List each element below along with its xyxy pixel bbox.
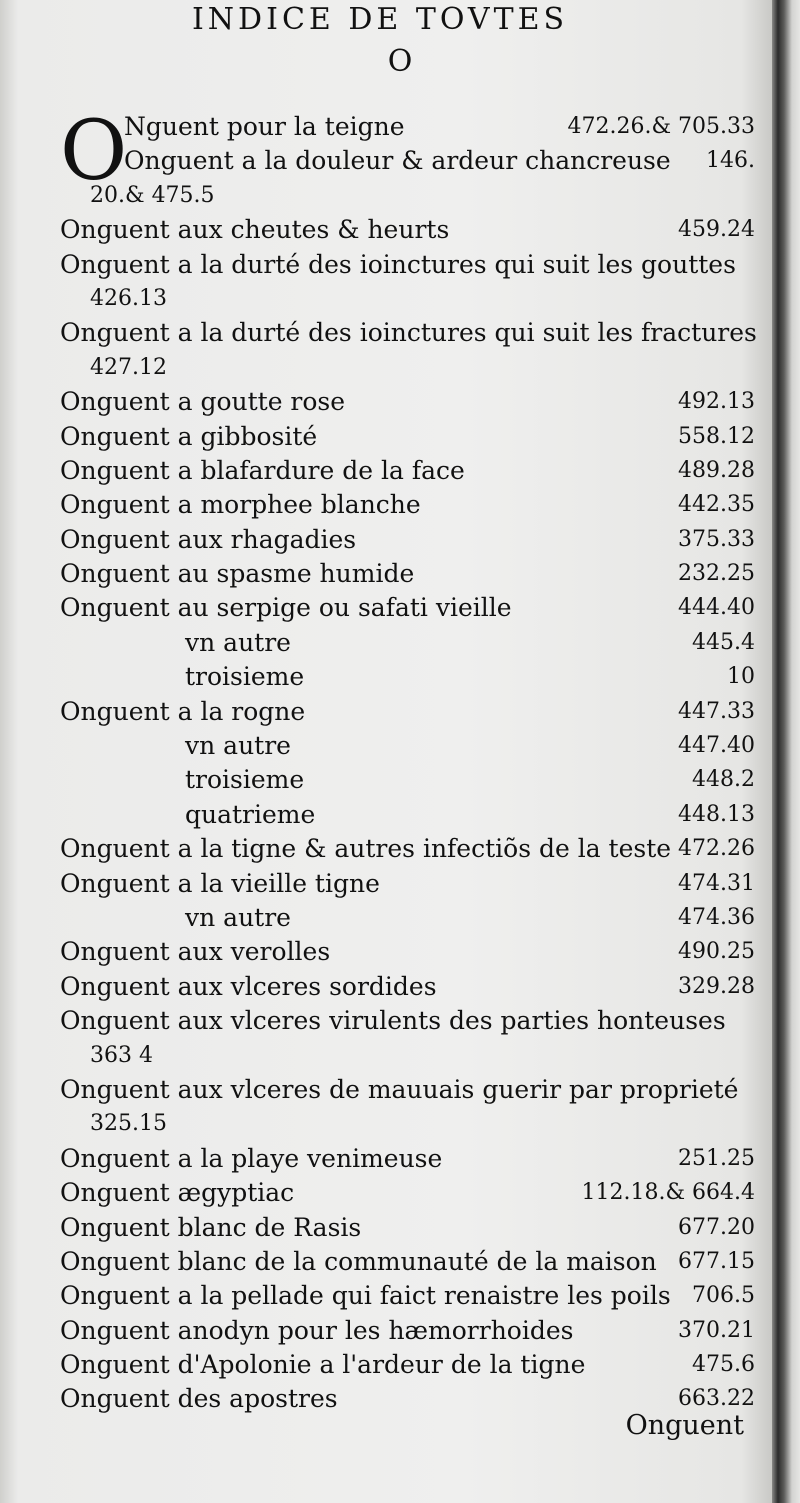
book-gutter-edge bbox=[772, 0, 800, 1503]
index-entry bbox=[60, 1211, 755, 1245]
entry-page-ref: 677.15 bbox=[678, 1248, 755, 1274]
entry-page-ref: 232.25 bbox=[678, 561, 755, 587]
index-entry bbox=[60, 144, 755, 178]
entry-text: Onguent a la durté des ioinctures qui suit les fractures bbox=[60, 318, 757, 348]
index-entry bbox=[60, 1073, 755, 1107]
entry-text: Onguent a la pellade qui faict renaistre les poils bbox=[60, 1281, 671, 1311]
index-entry bbox=[60, 213, 755, 247]
entry-page-ref: 447.40 bbox=[678, 733, 755, 759]
entry-text: vn autre bbox=[185, 627, 291, 657]
index-entry bbox=[60, 248, 755, 282]
index-entry bbox=[60, 316, 755, 350]
entry-text: Onguent a la playe venimeuse bbox=[60, 1143, 443, 1173]
entry-page-ref: 558.12 bbox=[678, 423, 755, 449]
entry-text: 20.& 475.5 bbox=[90, 182, 215, 208]
entry-text: Onguent aux vlceres sordides bbox=[60, 971, 437, 1001]
entry-text: Onguent des apostres bbox=[60, 1384, 338, 1414]
entry-text: troisieme bbox=[185, 765, 305, 795]
entry-text: 427.12 bbox=[90, 354, 167, 380]
entry-page-ref: 445.4 bbox=[692, 629, 755, 655]
entry-text: Onguent aux verolles bbox=[60, 937, 331, 967]
entry-page-ref: 706.5 bbox=[692, 1283, 755, 1309]
entry-text: vn autre bbox=[185, 902, 291, 932]
entry-text: Onguent aux rhagadies bbox=[60, 524, 357, 554]
entry-text: Onguent blanc de la communauté de la maison bbox=[60, 1246, 657, 1276]
entry-page-ref: 442.35 bbox=[678, 492, 755, 518]
entry-page-ref: 472.26 bbox=[678, 836, 755, 862]
index-entry-continuation bbox=[60, 1039, 755, 1073]
index-entry bbox=[60, 1142, 755, 1176]
index-entry-continuation bbox=[60, 351, 755, 385]
entry-page-ref: 112.18.& 664.4 bbox=[581, 1180, 755, 1206]
entry-text: Onguent au spasme humide bbox=[60, 559, 415, 589]
entry-page-ref: 444.40 bbox=[678, 595, 755, 621]
entry-page-ref: 10 bbox=[727, 664, 755, 690]
drop-cap: O bbox=[60, 104, 128, 199]
entry-text: Onguent a la vieille tigne bbox=[60, 868, 380, 898]
entry-text: Onguent a la durté des ioinctures qui suit les gouttes bbox=[60, 249, 736, 279]
entry-text: 325.15 bbox=[90, 1111, 167, 1137]
entry-text: Onguent a la rogne bbox=[60, 696, 306, 726]
index-entry bbox=[60, 832, 755, 866]
entry-page-ref: 370.21 bbox=[678, 1317, 755, 1343]
entry-text: Onguent blanc de Rasis bbox=[60, 1212, 362, 1242]
entry-page-ref: 492.13 bbox=[678, 389, 755, 415]
entry-page-ref: 663.22 bbox=[678, 1386, 755, 1412]
entry-page-ref: 329.28 bbox=[678, 973, 755, 999]
entry-text: quatrieme bbox=[185, 799, 316, 829]
entry-text: Onguent aux vlceres de mauuais guerir par proprieté bbox=[60, 1074, 739, 1104]
index-entry bbox=[60, 557, 755, 591]
entry-page-ref: 146. bbox=[706, 148, 755, 174]
entry-text: Onguent a goutte rose bbox=[60, 387, 346, 417]
index-entry bbox=[60, 1279, 755, 1313]
entry-text: Onguent a la douleur & ardeur chancreuse bbox=[124, 146, 671, 176]
catchword: Onguent bbox=[625, 1410, 744, 1441]
index-entry bbox=[60, 488, 755, 522]
index-entry bbox=[60, 1004, 755, 1038]
index-entry bbox=[60, 591, 755, 625]
index-entry bbox=[60, 110, 755, 144]
index-subentry bbox=[60, 660, 755, 694]
entry-text: troisieme bbox=[185, 662, 305, 692]
index-entry bbox=[60, 385, 755, 419]
index-entry-continuation bbox=[60, 282, 755, 316]
index-entry bbox=[60, 1245, 755, 1279]
entry-text: vn autre bbox=[185, 731, 291, 761]
entry-page-ref: 375.33 bbox=[678, 526, 755, 552]
entry-text: Onguent a gibbosité bbox=[60, 421, 318, 451]
entry-page-ref: 448.13 bbox=[678, 801, 755, 827]
entry-page-ref: 474.31 bbox=[678, 870, 755, 896]
index-entry-continuation bbox=[60, 179, 755, 213]
entry-page-ref: 472.26.& 705.33 bbox=[567, 114, 755, 139]
entry-page-ref: 474.36 bbox=[678, 904, 755, 930]
entry-page-ref: 447.33 bbox=[678, 698, 755, 724]
entry-text: Onguent au serpige ou safati vieille bbox=[60, 593, 512, 623]
entry-text: Onguent anodyn pour les hæmorrhoides bbox=[60, 1315, 574, 1345]
entry-page-ref: 448.2 bbox=[692, 767, 755, 793]
entry-text: 363 4 bbox=[90, 1042, 153, 1068]
entry-text: Onguent d'Apolonie a l'ardeur de la tigne bbox=[60, 1350, 586, 1380]
entry-text: Onguent a morphee blanche bbox=[60, 490, 421, 520]
index-subentry bbox=[60, 626, 755, 660]
index-subentry bbox=[60, 798, 755, 832]
index-entry bbox=[60, 420, 755, 454]
entry-text: Onguent aux vlceres virulents des parties honteuses bbox=[60, 1006, 726, 1036]
index-entries bbox=[60, 104, 757, 1417]
entry-text: 426.13 bbox=[90, 285, 167, 311]
index-entry bbox=[60, 1176, 755, 1210]
entry-page-ref: 475.6 bbox=[692, 1352, 755, 1378]
running-title: INDICE DE TOVTES bbox=[191, 2, 569, 37]
entry-page-ref: 459.24 bbox=[678, 217, 755, 243]
entry-text: Onguent a blafardure de la face bbox=[60, 455, 465, 485]
index-entry bbox=[60, 695, 755, 729]
index-entry bbox=[60, 454, 755, 488]
index-entry bbox=[60, 935, 755, 969]
index-entry bbox=[60, 523, 755, 557]
index-entry bbox=[60, 1348, 755, 1382]
entry-page-ref: 490.25 bbox=[678, 939, 755, 965]
index-subentry bbox=[60, 729, 755, 763]
entry-text: Onguent a la tigne & autres infectiõs de la teste bbox=[60, 834, 672, 864]
entry-page-ref: 251.25 bbox=[678, 1145, 755, 1171]
index-entry bbox=[60, 970, 755, 1004]
entry-text: Nguent pour la teigne bbox=[124, 112, 405, 141]
entry-text: Onguent ægyptiac bbox=[60, 1178, 295, 1208]
index-subentry bbox=[60, 901, 755, 935]
entry-page-ref: 489.28 bbox=[678, 457, 755, 483]
section-letter: O bbox=[387, 44, 413, 79]
index-entry-continuation bbox=[60, 1107, 755, 1141]
entry-text: Onguent aux cheutes & heurts bbox=[60, 215, 450, 245]
index-entry bbox=[60, 867, 755, 901]
entry-page-ref: 677.20 bbox=[678, 1214, 755, 1240]
index-subentry bbox=[60, 763, 755, 797]
index-entry bbox=[60, 1314, 755, 1348]
